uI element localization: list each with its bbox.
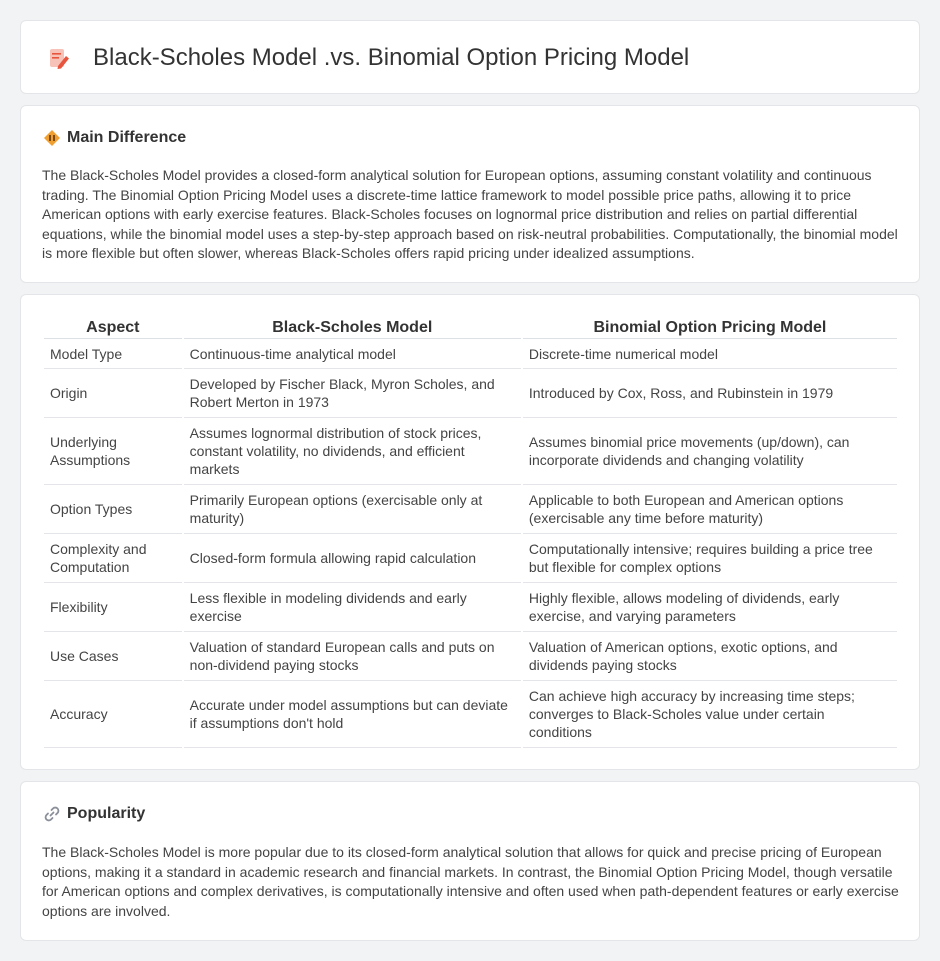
table-row	[44, 485, 897, 534]
aspect-cell: Model Type	[44, 339, 182, 369]
table-row	[44, 418, 897, 485]
comparison-table	[42, 317, 899, 748]
popularity-heading: Popularity	[67, 805, 146, 822]
black-scholes-cell: Developed by Fischer Black, Myron Scholes, and Robert Merton in 1973	[184, 369, 521, 418]
binomial-cell: Highly flexible, allows modeling of dividends, early exercise, and varying parameters	[523, 583, 897, 632]
black-scholes-cell: Less flexible in modeling dividends and early exercise	[184, 583, 521, 632]
binomial-cell: Discrete-time numerical model	[523, 339, 897, 369]
binomial-cell: Applicable to both European and American options (exercisable any time before maturity)	[523, 485, 897, 534]
document-edit-icon	[48, 47, 70, 71]
black-scholes-cell: Primarily European options (exercisable only at maturity)	[184, 485, 521, 534]
binomial-cell: Introduced by Cox, Ross, and Rubinstein in 1979	[523, 369, 897, 418]
black-scholes-cell: Accurate under model assumptions but can deviate if assumptions don't hold	[184, 681, 521, 748]
aspect-cell: Origin	[44, 369, 182, 418]
aspect-cell: Underlying Assumptions	[44, 418, 182, 485]
popularity-header	[43, 804, 145, 824]
black-scholes-cell: Valuation of standard European calls and puts on non-dividend paying stocks	[184, 632, 521, 681]
main-difference-heading: Main Difference	[67, 129, 187, 146]
title-card	[20, 20, 920, 94]
binomial-cell: Can achieve high accuracy by increasing time steps; converges to Black-Scholes value under certain conditions	[523, 681, 897, 748]
table-row	[44, 583, 897, 632]
diamond-sign-icon	[43, 129, 61, 147]
column-header: Black-Scholes Model	[184, 317, 521, 339]
black-scholes-cell: Closed-form formula allowing rapid calculation	[184, 534, 521, 583]
column-header: Binomial Option Pricing Model	[523, 317, 897, 339]
main-difference-section	[20, 105, 920, 283]
popularity-section	[20, 781, 920, 941]
link-icon	[43, 805, 61, 823]
aspect-cell: Complexity and Computation	[44, 534, 182, 583]
main-difference-text: The Black-Scholes Model provides a closed-form analytical solution for European options, assuming constant volatility and continuous trading. The Binomial Option Pricing Model uses a discrete-time lattice framework to model possible price paths, allowing it to price American options with early exercise features. Black-Scholes focuses on lognormal price distribution and relies on partial differential equations, while the binomial model uses a step-by-step approach based on risk-neutral probabilities. Computationally, the binomial model is more flexible but often slower, whereas Black-Scholes offers rapid pricing under idealized assumptions.	[42, 167, 898, 262]
popularity-text: The Black-Scholes Model is more popular due to its closed-form analytical solution that allows for quick and precise pricing of European options, making it a standard in academic research and financial markets. In contrast, the Binomial Option Pricing Model, though versatile for American options and complex derivatives, is computationally intensive and often used when path-dependent features or early exercise options are involved.	[42, 844, 899, 919]
aspect-cell: Flexibility	[44, 583, 182, 632]
table-row	[44, 369, 897, 418]
table-row	[44, 681, 897, 748]
binomial-cell: Assumes binomial price movements (up/down), can incorporate dividends and changing volatility	[523, 418, 897, 485]
table-row	[44, 339, 897, 369]
table-header-row	[44, 317, 897, 339]
black-scholes-cell: Continuous-time analytical model	[184, 339, 521, 369]
binomial-cell: Computationally intensive; requires building a price tree but flexible for complex options	[523, 534, 897, 583]
column-header: Aspect	[44, 317, 182, 339]
table-row	[44, 632, 897, 681]
page-title: Black-Scholes Model .vs. Binomial Option Pricing Model	[93, 44, 690, 71]
aspect-cell: Accuracy	[44, 681, 182, 748]
binomial-cell: Valuation of American options, exotic options, and dividends paying stocks	[523, 632, 897, 681]
table-row	[44, 534, 897, 583]
aspect-cell: Option Types	[44, 485, 182, 534]
comparison-table-card	[20, 294, 920, 770]
aspect-cell: Use Cases	[44, 632, 182, 681]
main-difference-header	[43, 128, 186, 148]
black-scholes-cell: Assumes lognormal distribution of stock prices, constant volatility, no dividends, and efficient markets	[184, 418, 521, 485]
